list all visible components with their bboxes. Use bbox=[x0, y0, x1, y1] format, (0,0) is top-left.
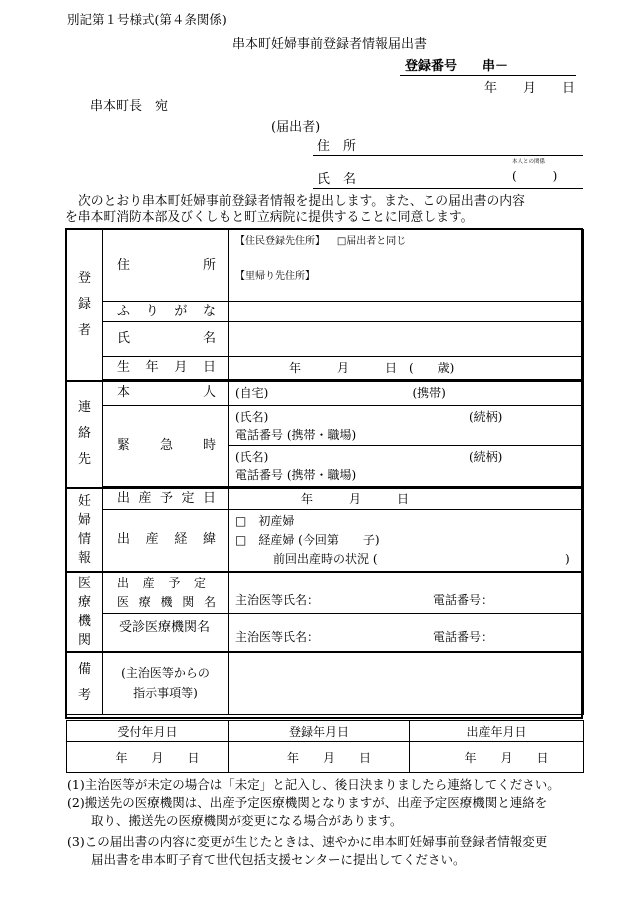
emergency-contact-field[interactable] bbox=[229, 405, 584, 486]
same-as-notifier-checkbox[interactable]: □届出者と同じ bbox=[336, 236, 407, 247]
submission-date[interactable]: 年 月 日 bbox=[484, 81, 576, 96]
consult-facility-field[interactable] bbox=[229, 614, 584, 652]
resident-address-cell[interactable] bbox=[229, 230, 584, 266]
note-3-line-2: 届出書を串本町子育て世代包括支援センターに提出してください。 bbox=[91, 852, 466, 867]
name-field[interactable] bbox=[229, 322, 584, 357]
note-2-line-2: 取り、搬送先の医療機関が変更になる場合があります。 bbox=[91, 813, 403, 828]
remarks-field[interactable] bbox=[229, 652, 584, 715]
relation-label: 本人との関係 bbox=[512, 159, 546, 165]
registration-number-value[interactable]: 串－ bbox=[482, 59, 509, 74]
return-address-cell[interactable] bbox=[229, 266, 584, 302]
registration-table bbox=[66, 229, 584, 715]
reception-date-header: 受付年月日 bbox=[67, 721, 229, 742]
emergency-relation-2: (続柄) bbox=[469, 449, 503, 464]
birth-history-label: 出産経緯 bbox=[103, 510, 229, 572]
office-use-table bbox=[66, 720, 584, 773]
planned-facility-field[interactable] bbox=[229, 572, 584, 614]
registration-number-underline bbox=[400, 75, 576, 76]
remarks-label: (主治医等からの 指示事項等) bbox=[103, 652, 229, 715]
facility-phone-2: 電話番号： bbox=[433, 630, 494, 645]
intro-line-1: 次のとおり串本町妊婦事前登録者情報を提出します。また、この届出書の内容 bbox=[78, 194, 525, 209]
note-1: (1)主治医等が未定の場合は「未定」と記入し、後日決まりましたら連絡してください。 bbox=[67, 777, 560, 792]
intro-line-2: を串本町消防本部及びくしもと町立病院に提供することに同意します。 bbox=[65, 210, 474, 225]
facility-phone-1: 電話番号： bbox=[433, 592, 494, 607]
form-number: 別記第１号様式(第４条関係) bbox=[67, 12, 227, 27]
note-3-line-1: (3)この届出書の内容に変更が生じたときは、速やかに串本町妊婦事前登録者情報変更 bbox=[67, 834, 548, 849]
section-contact: 連絡先 bbox=[67, 381, 103, 488]
registration-date-field[interactable]: 年 月 日 bbox=[229, 742, 410, 773]
delivery-date-field[interactable]: 年 月 日 bbox=[410, 742, 584, 773]
birth-date-label: 生年月日 bbox=[103, 357, 229, 380]
emergency-contact-label: 緊急時 bbox=[103, 405, 229, 486]
birth-date-field[interactable]: 年 月 日 ( 歳) bbox=[229, 357, 584, 380]
home-phone-label: (自宅) bbox=[235, 386, 269, 401]
section-registrant: 登録者 bbox=[67, 230, 103, 382]
registration-date-header: 登録年月日 bbox=[229, 721, 410, 742]
relation-field[interactable]: ( ) bbox=[512, 169, 558, 183]
multiparous-checkbox[interactable]: □ 経産婦 (今回第 子) bbox=[235, 532, 380, 547]
emergency-phone-1: 電話番号 (携帯・職場) bbox=[235, 427, 357, 442]
name-label: 氏 名 bbox=[103, 322, 229, 357]
notifier-label: (届出者) bbox=[271, 120, 321, 135]
section-remarks: 備考 bbox=[67, 652, 103, 715]
mobile-phone-label: (携帯) bbox=[412, 386, 446, 401]
delivery-date-header: 出産年月日 bbox=[410, 721, 584, 742]
registration-number-label: 登録番号 bbox=[405, 59, 458, 74]
first-birth-checkbox[interactable]: □ 初産婦 bbox=[235, 513, 295, 528]
reception-date-field[interactable]: 年 月 日 bbox=[67, 742, 229, 773]
section-medical: 医療機関 bbox=[67, 572, 103, 652]
emergency-phone-2: 電話番号 (携帯・職場) bbox=[235, 467, 357, 482]
note-2-line-1: (2)搬送先の医療機関は、出産予定医療機関となりますが、出産予定医療機関と連絡を bbox=[67, 795, 548, 810]
emergency-name-1: (氏名) bbox=[235, 409, 269, 424]
notifier-name-label: 氏 名 bbox=[317, 172, 357, 187]
emergency-name-2: (氏名) bbox=[235, 449, 269, 464]
previous-birth-close: ) bbox=[565, 551, 570, 566]
furigana-field[interactable] bbox=[229, 302, 584, 322]
notifier-address-line[interactable] bbox=[313, 155, 583, 156]
self-contact-field[interactable] bbox=[229, 381, 584, 405]
planned-facility-label: 出産予定 医療機関名 bbox=[103, 572, 229, 614]
self-contact-label: 本 人 bbox=[103, 381, 229, 405]
notifier-address-label: 住 所 bbox=[317, 139, 357, 154]
due-date-field[interactable]: 年 月 日 bbox=[229, 488, 584, 510]
previous-birth-status: 前回出産時の状況 ( bbox=[273, 551, 378, 566]
form-title: 串本町妊婦事前登録者情報届出書 bbox=[232, 37, 428, 52]
consult-facility-label: 受診医療機関名 bbox=[103, 614, 229, 652]
due-date-label: 出産予定日 bbox=[103, 488, 229, 510]
return-address-label: 【里帰り先住所】 bbox=[235, 270, 315, 282]
addressee: 串本町長 宛 bbox=[90, 99, 169, 114]
address-label: 住 所 bbox=[103, 230, 229, 302]
notifier-name-line[interactable] bbox=[313, 188, 583, 189]
doctor-name-2: 主治医等氏名： bbox=[235, 630, 320, 645]
birth-history-field[interactable] bbox=[229, 510, 584, 572]
section-pregnancy: 妊婦情報 bbox=[67, 488, 103, 572]
resident-address-label: 【住民登録先住所】 bbox=[235, 236, 325, 247]
furigana-label: ふりがな bbox=[103, 302, 229, 322]
doctor-name-1: 主治医等氏名： bbox=[235, 592, 320, 607]
emergency-relation-1: (続柄) bbox=[469, 409, 503, 424]
